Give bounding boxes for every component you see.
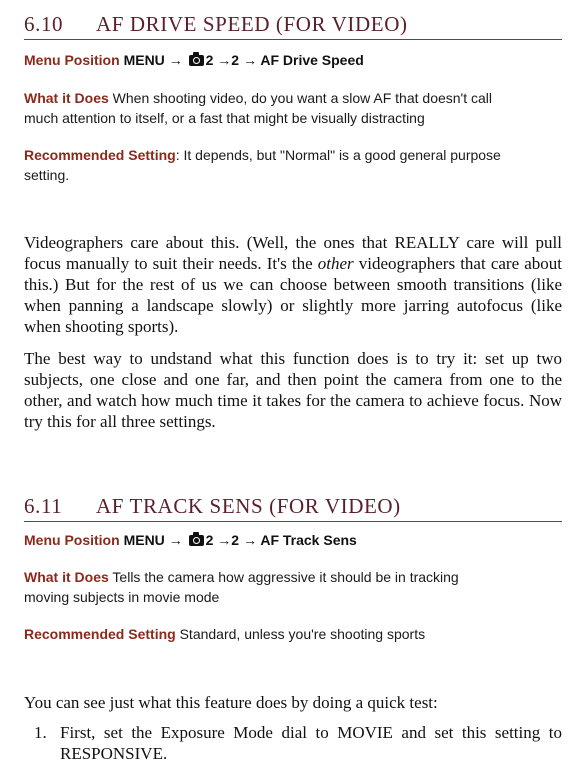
section-title: AF TRACK SENS (FOR VIDEO) — [96, 494, 401, 518]
menu-path-start: MENU — [123, 532, 165, 548]
arrow-icon: → — [168, 52, 183, 68]
arrow-icon: → — [242, 52, 257, 68]
arrow-icon: → — [168, 532, 183, 548]
what-it-does-text-1: When shooting video, do you want a slow AF that doesn't call — [112, 90, 493, 106]
paragraph-text: Videographers care about this. (Well, the ones that REALLY care will pull focus manually to suit their needs. It's the — [24, 233, 562, 273]
what-it-does-text-1: Tells the camera how aggressive it should be in tracking — [112, 569, 459, 585]
section-number: 6.10 — [24, 12, 64, 36]
menu-sub: 2 — [231, 52, 240, 68]
section-heading-6-11 — [24, 494, 562, 522]
recommended-setting-text-1: : It depends, but "Normal" is a good general purpose — [175, 147, 501, 163]
what-it-does-text-2: much attention to itself, or a fast that might be visually distracting — [24, 110, 425, 126]
body-paragraph-2: The best way to undstand what this function does is to try it: set up two subjects, one close and one far, and then point the camera from one to the other, and watch how much time it takes for the camera to achieve focus. Now try this for all three settings. — [24, 349, 562, 431]
arrow-icon: → — [242, 532, 257, 548]
emphasis-text: other — [317, 254, 354, 273]
list-item-text: First, set the Exposure Mode dial to MOVIE and set this setting to RESPONSIVE. — [60, 723, 562, 763]
menu-position-label: Menu Position — [24, 52, 120, 68]
menu-position-row — [24, 50, 562, 70]
body-paragraph-1 — [24, 232, 562, 337]
what-it-does-label: What it Does — [24, 90, 109, 106]
body-paragraph-3: You can see just what this feature does by doing a quick test: — [24, 693, 438, 712]
recommended-setting — [24, 624, 562, 644]
list-item-number: 1. — [34, 723, 47, 742]
arrow-icon: → — [217, 532, 232, 548]
menu-item-name: AF Track Sens — [260, 532, 357, 548]
what-it-does — [24, 88, 562, 128]
menu-page: 2 — [205, 532, 214, 548]
camera-icon — [189, 535, 204, 546]
paragraph-text: videographers that care about this.) But for the rest of us we can choose between smooth transitions (like when panning a landscape slowly) or slightly more jarring autofocus (like when shooting sports). — [24, 254, 563, 336]
recommended-setting-label: Recommended Setting — [24, 626, 176, 642]
list-item — [24, 722, 562, 764]
menu-position-label: Menu Position — [24, 532, 120, 548]
menu-path — [124, 532, 357, 548]
menu-sub: 2 — [231, 532, 240, 548]
what-it-does-text-2: moving subjects in movie mode — [24, 589, 220, 605]
menu-page: 2 — [205, 52, 214, 68]
menu-path — [124, 52, 364, 68]
camera-icon — [189, 55, 204, 66]
recommended-setting — [24, 145, 562, 185]
recommended-setting-label: Recommended Setting — [24, 147, 176, 163]
menu-position-row — [24, 530, 562, 550]
section-heading-6-10 — [24, 12, 562, 40]
what-it-does-label: What it Does — [24, 569, 109, 585]
recommended-setting-text-2: setting. — [24, 167, 70, 183]
menu-path-start: MENU — [123, 52, 165, 68]
arrow-icon: → — [217, 52, 232, 68]
section-title: AF DRIVE SPEED (FOR VIDEO) — [96, 12, 408, 36]
what-it-does — [24, 567, 562, 607]
menu-item-name: AF Drive Speed — [260, 52, 364, 68]
section-number: 6.11 — [24, 494, 63, 518]
recommended-setting-text: Standard, unless you're shooting sports — [179, 626, 426, 642]
